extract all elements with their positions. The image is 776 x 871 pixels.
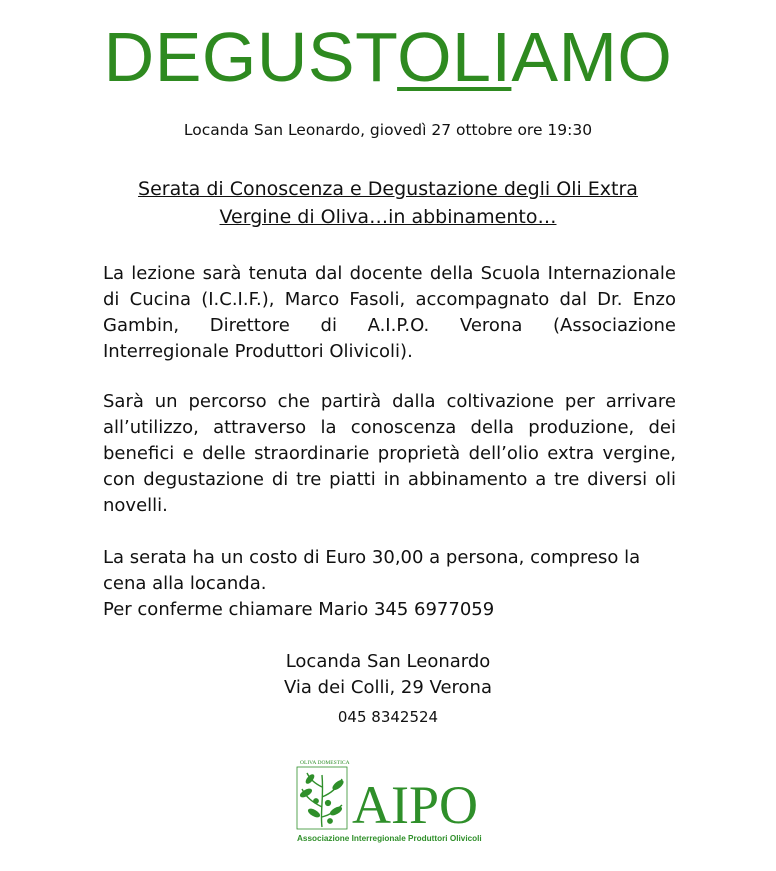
paragraph-price: La serata ha un costo di Euro 30,00 a persona, compreso la cena alla locanda. [103, 547, 641, 594]
olive-branch-icon [297, 767, 347, 829]
logo-caption: Associazione Interregionale Produttori Olivicoli [297, 834, 482, 843]
address-phone: 045 8342524 [337, 708, 439, 726]
title-part-1: DEGUST [103, 18, 398, 96]
title-part-2-underlined: OLI [397, 18, 512, 96]
event-heading: Serata di Conoscenza e Degustazione degli Oli Extra Vergine di Oliva…in abbinamento… [138, 178, 638, 228]
paragraph-contact: Per conferme chiamare Mario 345 6977059 [103, 599, 495, 620]
title-part-3: AMO [511, 18, 673, 96]
aipo-logo-graphic [292, 757, 492, 847]
address-name: Locanda San Leonardo [285, 651, 491, 672]
logo-brand: AIPO [352, 775, 479, 835]
aipo-logo [292, 757, 492, 847]
event-subtitle: Locanda San Leonardo, giovedì 27 ottobre ore 19:30 [183, 121, 593, 139]
address-street: Via dei Colli, 29 Verona [284, 677, 492, 698]
paragraph-description: Sarà un percorso che partirà dalla coltivazione per arrivare all’utilizzo, attraverso la conoscenza della produzione, dei benefici e delle straordinarie proprietà dell’olio extra vergine, con degustazione di tre piatti in abbinamento a tre diversi oli novelli. [103, 391, 676, 516]
event-title [0, 18, 776, 96]
paragraph-lesson: La lezione sarà tenuta dal docente della Scuola Internazionale di Cucina (I.C.I.F.), Marco Fasoli, accompagnato dal Dr. Enzo Gambin, Direttore di A.I.P.O. Verona (Associazione Interregionale Produttori Olivicoli). [103, 263, 676, 362]
logo-small-text: OLIVA DOMESTICA [300, 760, 350, 766]
